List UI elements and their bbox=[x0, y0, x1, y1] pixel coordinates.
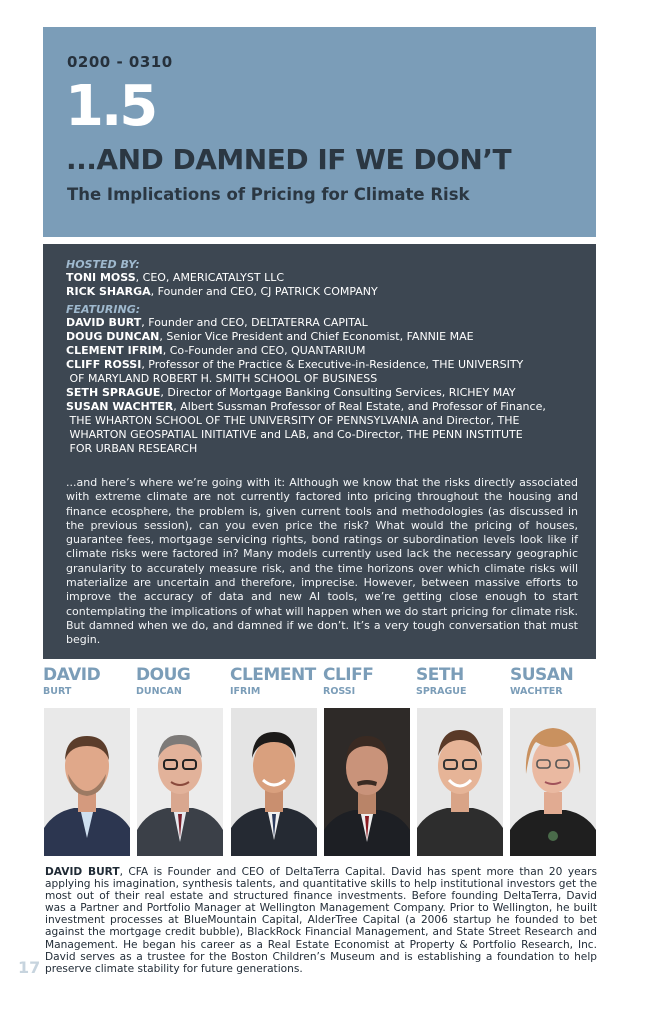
speaker-last-name: IFRIM bbox=[230, 686, 261, 697]
speaker-name bbox=[43, 665, 100, 699]
featured-name: DOUG DUNCAN bbox=[66, 330, 160, 343]
portrait-icon bbox=[44, 708, 130, 856]
featured-name: SUSAN WACHTER bbox=[66, 400, 174, 413]
host-name: TONI MOSS bbox=[66, 271, 136, 284]
host-item bbox=[66, 271, 581, 285]
session-subtitle: The Implications of Pricing for Climate Risk bbox=[67, 185, 470, 204]
speaker-last-name: DUNCAN bbox=[136, 686, 182, 697]
host-desc: , CEO, AMERICATALYST LLC bbox=[135, 271, 285, 284]
speaker-name bbox=[136, 665, 190, 699]
featured-item bbox=[66, 330, 581, 344]
portrait-icon bbox=[417, 708, 503, 856]
speaker-first-name: CLIFF bbox=[323, 665, 374, 685]
featured-item bbox=[66, 386, 581, 400]
speaker-photo-david bbox=[44, 708, 130, 856]
session-description: ...and here’s where we’re going with it: Although we know that the risks directly associated with extreme climate are not currently factored into pricing throughout the housing and finance ecosphere, the problem is, given current tools and methodologies (as discussed in the previous session), can you even price the risk? What would the pricing of houses, guarantee fees, mortgage servicing rights, bond ratings or subordination levels look like if climate risks were factored in? Many models currently used lack the necessary geographic granularity to accurately measure risk, and the time horizons over which climate risks will materialize are uncertain and therefore, imprecise. However, between massive efforts to improve the accuracy of data and new AI tools, we’re getting close enough to start contemplating the implications of what will happen when we do start pricing for climate risk. But damned when we do, and damned if we don’t. It’s a very tough conversation that must begin. bbox=[66, 476, 578, 647]
featured-name: CLIFF ROSSI bbox=[66, 358, 142, 371]
speaker-first-name: SETH bbox=[416, 665, 464, 685]
speaker-first-name: SUSAN bbox=[510, 665, 574, 685]
page-number: 17 bbox=[18, 958, 41, 977]
bio-name: DAVID BURT bbox=[45, 866, 120, 878]
speaker-name bbox=[230, 665, 316, 699]
featured-item bbox=[66, 358, 581, 386]
speaker-first-name: DOUG bbox=[136, 665, 191, 685]
speaker-name bbox=[323, 665, 373, 699]
speaker-last-name: ROSSI bbox=[323, 686, 356, 697]
featured-item bbox=[66, 344, 581, 358]
session-header bbox=[43, 27, 596, 237]
portrait-icon bbox=[231, 708, 317, 856]
portrait-icon bbox=[137, 708, 223, 856]
host-name: RICK SHARGA bbox=[66, 285, 151, 298]
speaker-names-row bbox=[43, 665, 596, 705]
featured-name: SETH SPRAGUE bbox=[66, 386, 161, 399]
featured-desc: , Senior Vice President and Chief Economist, FANNIE MAE bbox=[159, 330, 474, 343]
speaker-photo-doug bbox=[137, 708, 223, 856]
speaker-photo-susan bbox=[510, 708, 596, 856]
bio-text: , CFA is Founder and CEO of DeltaTerra Capital. David has spent more than 20 years applying his imagination, synthesis talents, and quantitative skills to help institutional investors get the most out of their real estate and structured finance investments. Before founding DeltaTerra, David was a Partner and Portfolio Manager at Wellington Management Company. Prior to Wellington, he built investment processes at BlueMountain Capital, AlderTree Capital (a 2006 startup he founded to bet against the mortgage credit bubble), BlackRock Financial Management, and State Street Research and Management. He began his career as a Real Estate Economist at Property & Portfolio Research, Inc. David serves as a trustee for the Boston Children’s Museum and is establishing a foundation to help preserve climate stability for future generations. bbox=[45, 866, 597, 975]
session-title: ...AND DAMNED IF WE DON’T bbox=[66, 143, 512, 176]
host-desc: , Founder and CEO, CJ PATRICK COMPANY bbox=[150, 285, 378, 298]
portrait-icon bbox=[324, 708, 410, 856]
speaker-last-name: BURT bbox=[43, 686, 72, 697]
featured-name: DAVID BURT bbox=[66, 316, 142, 329]
portrait-icon bbox=[510, 708, 596, 856]
speaker-photo-clement bbox=[231, 708, 317, 856]
speaker-photo-seth bbox=[417, 708, 503, 856]
speaker-last-name: SPRAGUE bbox=[416, 686, 467, 697]
featured-item bbox=[66, 316, 581, 330]
hosted-by-label: HOSTED BY: bbox=[66, 258, 140, 271]
speaker-name bbox=[510, 665, 573, 699]
featured-desc: , Albert Sussman Professor of Real Estate, and Professor of Finance, THE WHARTON SCHOOL OF THE UNIVERSITY OF PENNSYLVANIA and Director, THE WHARTON GEOSPATIAL INITIATIVE and LAB, and Co-Director, THE PENN INSTITUTE FOR URBAN RESEARCH bbox=[69, 400, 546, 455]
speaker-bio bbox=[45, 866, 597, 975]
session-time: 0200 - 0310 bbox=[67, 53, 173, 71]
session-number: 1.5 bbox=[65, 74, 156, 139]
speaker-first-name: CLEMENT bbox=[230, 665, 316, 685]
featured-item bbox=[66, 400, 581, 456]
session-details-panel bbox=[43, 244, 596, 659]
host-item bbox=[66, 285, 581, 299]
speaker-first-name: DAVID bbox=[43, 665, 101, 685]
speaker-photo-cliff bbox=[324, 708, 410, 856]
people-list bbox=[66, 258, 581, 456]
speaker-name bbox=[416, 665, 466, 699]
featured-desc: , Director of Mortgage Banking Consulting Services, RICHEY MAY bbox=[160, 386, 516, 399]
featured-name: CLEMENT IFRIM bbox=[66, 344, 163, 357]
speaker-last-name: WACHTER bbox=[510, 686, 563, 697]
featured-desc: , Founder and CEO, DELTATERRA CAPITAL bbox=[141, 316, 368, 329]
featuring-label: FEATURING: bbox=[66, 303, 141, 316]
featured-desc: , Co-Founder and CEO, QUANTARIUM bbox=[162, 344, 366, 357]
featured-desc: , Professor of the Practice & Executive-in-Residence, THE UNIVERSITY OF MARYLAND ROBERT H. SMITH SCHOOL OF BUSINESS bbox=[69, 358, 524, 385]
